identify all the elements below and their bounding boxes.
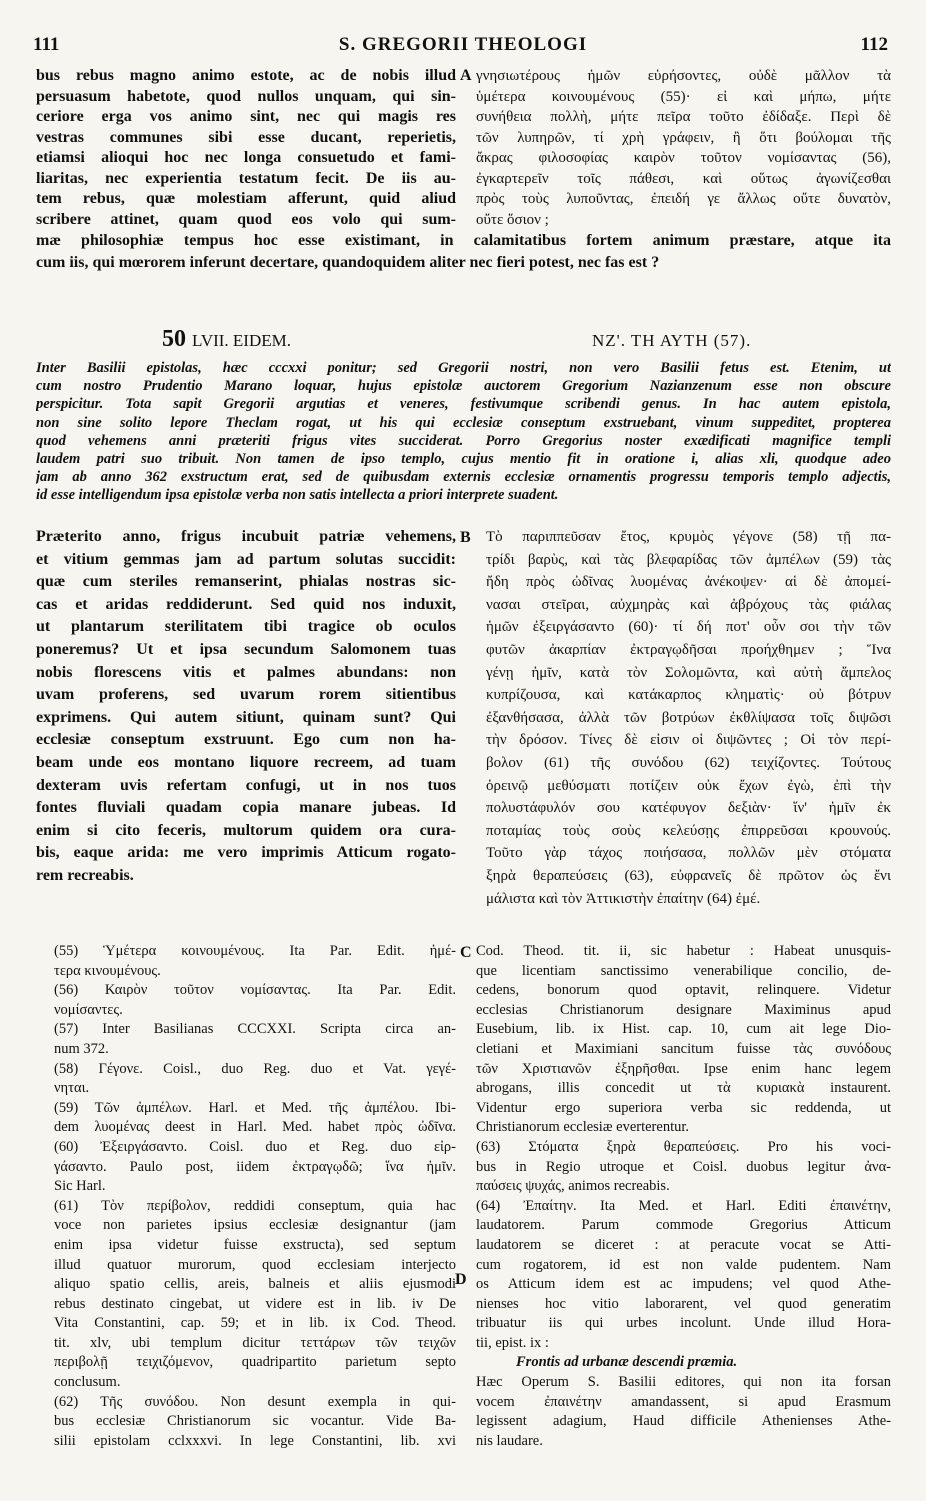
footnote-line: laudatorem. Parum commode Gregorius Atticum bbox=[476, 1217, 891, 1234]
footnote-line: Christianorum ecclesiæ everterentur. bbox=[476, 1119, 689, 1136]
margin-marker-a: A bbox=[460, 67, 472, 84]
footnote-line: tii, epist. ix : bbox=[476, 1334, 549, 1351]
text-line: id esse intelligendum ipsa epistolæ verba non satis intellecta a priori interprete suadent. bbox=[36, 487, 559, 504]
text-line: exprimens. Qui autem sitiunt, quinam sunt? Qui bbox=[36, 708, 456, 726]
footnote-line: (58) Γέγονε. Coisl., duo Reg. duo et Vat. γεγέ- bbox=[54, 1060, 456, 1077]
margin-marker-d: D bbox=[455, 1271, 467, 1288]
text-line: ceriore erga vos animo sint, nec qui magis res bbox=[36, 108, 456, 125]
footnote-line: παύσεις ψυχάς, animos recreabis. bbox=[476, 1178, 670, 1195]
footnote-line: dem λυομένας deest in Harl. Med. habet πρὸς ὠδῖνα. bbox=[54, 1119, 456, 1136]
footnote-line: tit. xlv, ubi templum dicitur τεττάρων τῶν τειχῶν bbox=[54, 1334, 456, 1351]
footnote-line: que licentiam sanctissimo venerabilique concilio, de- bbox=[476, 962, 891, 979]
body-latin-column bbox=[36, 526, 456, 888]
footnote-line: legissent adagium, Haud difficile Athenienses Athe- bbox=[476, 1413, 891, 1430]
footnote-line: tribuatur iis qui urbes incolunt. Unde illud Hora- bbox=[476, 1315, 891, 1332]
text-line: Inter Basilii epistolas, hæc cccxxi ponitur; sed Gregorii nostri, non vero Basilii fetus est. Etenim, ut bbox=[36, 360, 891, 376]
left-page-number: 111 bbox=[33, 34, 60, 55]
footnote-line: νηται. bbox=[54, 1080, 90, 1097]
text-line: ἡμῶν ἐξειργάσαντο (60)· τί δή ποτ' οὖν σοι τὴν τῶν bbox=[486, 619, 891, 636]
footnote-line: τερα κινουμένους. bbox=[54, 962, 161, 979]
text-line: et vitium gemmas jam ad partum solutas succidit: bbox=[36, 550, 456, 568]
footnotes-right-column bbox=[476, 942, 891, 1451]
text-line: dexteram uvis refertam confugi, ut in nos tuos bbox=[36, 776, 456, 794]
text-line: uvam proferens, sed uvarum rorem sitientibus bbox=[36, 686, 456, 704]
text-line: γένῃ ἡμῖν, κατὰ τὸν Σολομῶντα, καὶ αὐτὴ ἄμπελος bbox=[486, 664, 891, 681]
footnote-line: cletiani et Maximiani sancitum fuisse τὰς συνόδους bbox=[476, 1040, 891, 1057]
footnote-line: (60) Ἐξειργάσαντο. Coisl. duo et Reg. duo εἰρ- bbox=[54, 1138, 456, 1155]
footnote-line: vocem ἐπαινέτην amandassent, si apud Erasmum bbox=[476, 1393, 891, 1410]
footnote-line: cedens, bonorum quod optavit, relinquere. Videtur bbox=[476, 982, 891, 999]
footnote-line: num 372. bbox=[54, 1040, 109, 1057]
text-line: cum nostro Prudentio Marano loquar, hujus epistolæ auctorem Gregorium Nazianzenum esse non obscure bbox=[36, 378, 891, 395]
text-line: Τὸ παριππεῦσαν ἔτος, κρυμὸς γέγονε (58) τῇ πα- bbox=[486, 529, 891, 545]
text-line: beam unde eos montano liquore recreem, ad tuam bbox=[36, 753, 456, 771]
text-line: ἤδη πρὸς ὠδῖνας λυομένας ἀνέκοψεν· αἱ δὲ ἀπομεί- bbox=[486, 574, 891, 591]
footnote-line: Eusebium, lib. ix Hist. cap. 10, cum ait lege Dio- bbox=[476, 1021, 891, 1038]
footnote-line: abrogans, illis concedit ut τὰ κυριακὰ instaurent. bbox=[476, 1080, 891, 1097]
text-line: νασαι στεῖραι, αὐχμηρὰς καὶ ἀβρόχους τὰς φιάλας bbox=[486, 596, 891, 613]
top-latin-column bbox=[36, 66, 456, 230]
preface-paragraph bbox=[36, 359, 891, 505]
text-line: bis, eaque arida: me vero imprimis Atticum rogato- bbox=[36, 844, 456, 862]
footnote-line: Sic Harl. bbox=[54, 1178, 106, 1195]
text-line: Τοῦτο γὰρ τάχος ποιήσασα, πολλῶν μὲν στόματα bbox=[486, 845, 891, 862]
footnote-line: (64) Ἐπαίτην. Ita Med. et Harl. Editi ἐπαινέτην, bbox=[476, 1197, 891, 1214]
text-line: οὔτε ὅσιον ; bbox=[476, 211, 549, 228]
footnote-line: περιβολῇ τειχιζόμενον, quadripartito parietum septo bbox=[54, 1354, 456, 1371]
footnote-line: bus in Regio utroque et Coisl. duobus legitur ἀνα- bbox=[476, 1158, 891, 1175]
footnote-line: illud quatuor murorum, quod ecclesiam interjecto bbox=[54, 1256, 456, 1273]
footnote-line: (56) Καιρὸν τοῦτον νομίσαντας. Ita Par. Edit. bbox=[54, 982, 456, 999]
footnote-line: ecclesias Christianorum designare Maximinus apud bbox=[476, 1001, 891, 1018]
text-line: ecclesiæ conseptum exstruunt. Ego cum non ha- bbox=[36, 731, 456, 749]
footnote-line: voce non parietes ipsius ecclesiæ designantur (jam bbox=[54, 1217, 456, 1234]
latin-section-heading bbox=[162, 328, 291, 352]
latin-section-title: LVII. EIDEM. bbox=[192, 331, 291, 350]
text-line: συνήθεια πολλὴ, μήτε πεῖρα τοῦτο ἐδίδαξε. Περὶ δὲ bbox=[476, 109, 891, 125]
running-title: S. GREGORII THEOLOGI bbox=[338, 34, 588, 55]
text-line: persuasum habetote, quod nullos unquam, qui sin- bbox=[36, 87, 456, 105]
text-line: βολον (61) τῆς συνόδου (62) τειχίζοντες. Τούτους bbox=[486, 754, 891, 771]
text-line: μάλιστα καὶ τὸν Ἀττικιστὴν ἐπαίτην (64) ἐμέ. bbox=[486, 890, 761, 907]
footnote-line: Cod. Theod. tit. ii, sic habetur : Habeat unusquis- bbox=[476, 943, 891, 959]
text-line: bus rebus magno animo estote, ac de nobis illud bbox=[36, 67, 456, 84]
footnote-line: (57) Inter Basilianas CCCXXI. Scripta circa an- bbox=[54, 1021, 456, 1038]
text-line: ut plantarum sterilitatem tibi tragice ob oculos bbox=[36, 618, 456, 636]
text-line: laudem patri suo tribuit. Non tamen de ipso templo, cujus mentio fit in oratione i, alias xli, quodque adeo bbox=[36, 451, 891, 468]
footnote-line: aliquo spatio cellis, areis, balneis et aliis ejusmodi bbox=[54, 1276, 456, 1293]
text-line: quæ cum steriles remanserint, phialas nostras sic- bbox=[36, 573, 456, 591]
text-line: jam ab anno 362 exstructum erat, sed de quibusdam externis ecclesiæ ornamentis progressu temporis templo adjectis, bbox=[36, 469, 891, 486]
footnote-line: (61) Τὸν περίβολον, reddidi conseptum, quia hac bbox=[54, 1197, 456, 1214]
text-line: nobis florescens vitis et palmes abundans: non bbox=[36, 663, 456, 681]
text-line: rem recreabis. bbox=[36, 866, 134, 884]
footnote-line: τῶν Χριστιανῶν ἐξηρῆσθαι. Ipse enim hanc legem bbox=[476, 1060, 891, 1077]
footnote-line: νομίσαντες. bbox=[54, 1001, 123, 1018]
greek-section-title: ΝΖ'. ΤΗ ΑΥΤΗ (57). bbox=[592, 331, 752, 350]
text-line: perspicitur. Tota sapit Gregorii argutias et veneres, festivumque scribendi genus. In hac autem epistola, bbox=[36, 396, 891, 413]
text-line: πολυστάφυλόν σου κατέφυγον δεξιὰν· ἵν' ἡμῖν ἐκ bbox=[486, 800, 891, 817]
text-line: cum iis, qui mœrorem inferunt decertare, quandoquidem aliter nec fieri potest, nec fas est ? bbox=[36, 254, 660, 271]
text-line: etiamsi alioqui hoc nec longa consuetudo et fami- bbox=[36, 149, 456, 166]
text-line: enim si cito feceris, multorum quidem ora cura- bbox=[36, 821, 456, 839]
text-line: non sine solito lepore Theclam rogat, ut his qui ecclesiæ conseptum exstruebant, vinum suppeditet, propterea bbox=[36, 414, 891, 431]
text-line: ποταμίας τοὺς σοὺς κελεύσῃς ἐπιρρεῦσαι κρουνούς. bbox=[486, 822, 891, 839]
footnote-line: bus ecclesiæ Christianorum sic vocantur. Vide Ba- bbox=[54, 1413, 456, 1430]
text-line: tem rebus, quæ molestiam afferunt, quid aliud bbox=[36, 190, 456, 207]
text-line: vestras communes sibi esse ducant, reperietis, bbox=[36, 128, 456, 146]
footnote-line: (63) Στόματα ξηρὰ θεραπεύσεις. Pro his voci- bbox=[476, 1138, 891, 1155]
text-line: ὀρεινῷ μεθύσματι ποτίζειν οὐκ ἔχων ἐγὼ, ἐπὶ τὴν bbox=[486, 777, 891, 794]
text-line: ἐξανθήσασα, ἀλλὰ τῶν βοτρύων ἐκθλίψασα τοῖς διψῶσι bbox=[486, 709, 891, 726]
text-line: ξηρὰ θεραπεύσεις (63), εὐφρανεῖς δὲ πρῶτον ὡς ἔνι bbox=[486, 867, 891, 884]
text-line: Præterito anno, frigus incubuit patriæ vehemens, bbox=[36, 528, 456, 545]
footnote-line: laudatorem se diceret : at peracute vocat se Atti- bbox=[476, 1236, 891, 1253]
footnote-line: nienses hoc vitio laborarent, vel quod generatim bbox=[476, 1295, 891, 1312]
text-line: γνησιωτέρους ἡμῶν εὑρήσοντες, οὐδὲ μᾶλλον τὰ bbox=[476, 68, 891, 84]
text-line: τρίδι βαρὺς, καὶ τὰς βλεφαρίδας τῶν ἀμπέλων (59) τὰς bbox=[486, 551, 891, 568]
horace-quotation: Frontis ad urbanæ descendi præmia. bbox=[516, 1354, 738, 1371]
footnote-line: rebus destinato cingebat, ut videre est in lib. iv De bbox=[54, 1295, 456, 1312]
text-line: ἄκρας φιλοσοφίας καιρὸν τοῦτον νομίσαντας (56), bbox=[476, 150, 891, 166]
text-line: τὴν δρόσον. Τίνες δὲ εἰσιν οἱ διψῶντες ; Οἱ τὸν περί- bbox=[486, 732, 891, 749]
footnote-line: silii epistolam cclxxxvi. In lege Constantini, lib. xvi bbox=[54, 1432, 456, 1449]
footnote-line: γάσαντο. Paulo post, iidem ἐκτραγῳδῶ; ἵνα ἡμῖν. bbox=[54, 1158, 456, 1175]
text-line: scribere attinet, quam quod eos volo qui sum- bbox=[36, 210, 456, 228]
footnote-line: cum rogatorem, id est non valde pudentem. Nam bbox=[476, 1256, 891, 1273]
right-page-number: 112 bbox=[860, 34, 888, 55]
text-line: mæ philosophiæ tempus hoc esse existimant, in calamitatibus fortem animum præstare, atque ita bbox=[36, 232, 891, 249]
text-line: ἐγκαρτερεῖν τοῖς πάθεσι, καὶ οὕτως ἀγωνίζεσθαι bbox=[476, 170, 891, 187]
margin-marker-c: C bbox=[460, 944, 472, 961]
text-line: liaritas, nec experientia testatum fecit. De iis au- bbox=[36, 169, 456, 187]
text-line: poneremus? Ut et ipsa secundum Salomonem tuas bbox=[36, 640, 456, 658]
footnote-line: Vita Constantini, cap. 59; et in lib. ix Cod. Theod. bbox=[54, 1315, 456, 1332]
text-line: κυπρίζουσα, καὶ κατάκαρπος κληματὶς· οὐ βότρυν bbox=[486, 687, 891, 704]
footnote-line: (62) Τῆς συνόδου. Non desunt exempla in qui- bbox=[54, 1393, 456, 1410]
top-full-width-text bbox=[36, 230, 891, 274]
footnote-line: conclusum. bbox=[54, 1374, 121, 1391]
margin-marker-b: B bbox=[460, 529, 471, 546]
text-line: πρὸς τοὺς λυποῦντας, ἐπειδή γε ἄλλως οὔτε δυνατὸν, bbox=[476, 191, 891, 207]
text-line: φυτῶν ἀκαρπίαν ἐκτραγῳδῆσαι προήχθημεν ; Ἵνα bbox=[486, 641, 891, 658]
footnote-line: (55) Ὑμέτερα κοινουμένους. Ita Par. Edit. ἡμέ- bbox=[54, 943, 456, 959]
footnotes-left-column bbox=[54, 942, 456, 1451]
text-line: fontes fluviali quadam copia manare jubeas. Id bbox=[36, 799, 456, 817]
footnote-line: Hæc Operum S. Basilii editores, qui non ita forsan bbox=[476, 1374, 891, 1391]
text-line: τῶν λυπηρῶν, τί χρὴ γράφειν, ἢ ὅτι βούλομαι τῆς bbox=[476, 129, 891, 146]
section-number: 50 bbox=[162, 326, 186, 352]
top-greek-column bbox=[476, 66, 891, 230]
footnote-line: nis laudare. bbox=[476, 1432, 543, 1449]
footnote-line: enim ipsa videtur fuisse exstructa), sed septum bbox=[54, 1236, 456, 1253]
body-greek-column bbox=[486, 526, 891, 910]
footnote-line: (59) Τῶν ἀμπέλων. Harl. et Med. τῆς ἀμπέλου. Ibi- bbox=[54, 1099, 456, 1116]
text-line: ὑμέτερα κοινουμένους (55)· εἰ καὶ μήπω, μήτε bbox=[476, 88, 891, 105]
text-line: cas et aridas reddiderunt. Sed quid nos induxit, bbox=[36, 595, 456, 613]
footnote-line: os Atticum idem est ac impudens; vel quod Athe- bbox=[476, 1276, 891, 1293]
text-line: quod vehemens anni præteriti frigus vites succiderat. Porro Gregorius noster exædificati magnifice templi bbox=[36, 432, 891, 449]
footnote-line: Videntur ergo superiora verba sic reddenda, ut bbox=[476, 1099, 891, 1116]
